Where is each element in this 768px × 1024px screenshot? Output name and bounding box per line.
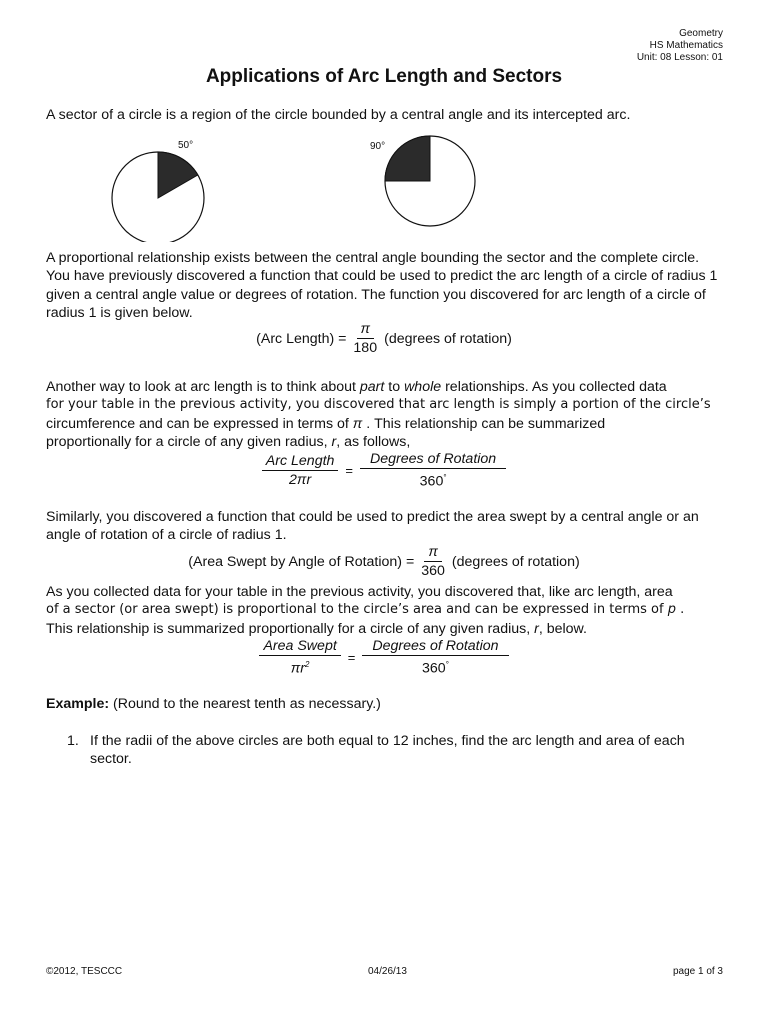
header-subject: HS Mathematics [649,40,723,51]
eq2-equals: = [345,462,354,478]
footer-copyright: ©2012, TESCCC [46,966,123,977]
eq2-right-fraction [360,450,506,491]
angle-label-90: 90° [370,141,386,152]
intro-paragraph: A sector of a circle is a region of the circle bounded by a central angle and its intercepted arc. [46,107,631,123]
footer-date: 04/26/13 [368,966,407,977]
circle-sector-50 [110,144,210,242]
eq1-left: (Arc Length) = [256,330,347,347]
eq3-numerator: π [424,543,442,562]
eq3-denominator: 360 [421,563,445,579]
para4-line3: This relationship is summarized proportionally for a circle of any given radius, r, below. [46,620,587,637]
example-label: Example: [46,696,110,712]
para4-line2: of a sector (or area swept) is proportional to the circle’s area and can be expressed in terms of p . [46,602,685,618]
eq2-left-numerator: Arc Length [262,452,339,471]
eq2-right-numerator: Degrees of Rotation [360,450,506,469]
question-1-number: 1. [67,733,79,749]
sector-figure-50 [110,138,210,242]
shaded-sector-90 [385,136,430,181]
eq2-left-fraction [262,452,339,489]
eq4-right-numerator: Degrees of Rotation [362,637,508,656]
circle-sector-90 [380,134,480,230]
question-1 [67,732,727,769]
footer-page-number: page 1 of 3 [672,966,723,977]
page-title: Applications of Arc Length and Sectors [205,66,563,87]
paragraph-sector-area [46,583,726,638]
eq4-left-denominator: $\pi r^2$ [290,660,310,677]
eq1-fraction [349,320,381,357]
eq4-right-fraction [362,637,508,678]
paragraph-area-swept: Similarly, you discovered a function that could be used to predict the area swept by a central angle or an angle of rotation of a circle of radius 1. [46,509,699,544]
para2-line4: proportionally for a circle of any given radius, r, as follows, [46,433,411,450]
eq3-right: (degrees of rotation) [451,553,580,570]
paragraph-part-whole [46,378,726,451]
example-instruction: (Round to the nearest tenth as necessary.) [109,696,381,712]
arc-length-proportion [0,450,768,491]
example-heading [46,695,726,713]
arc-length-equation [0,320,768,357]
eq4-right-denominator: 360° [422,660,449,677]
eq3-fraction [417,543,449,580]
area-swept-proportion [0,637,768,678]
eq1-numerator: π [357,320,375,339]
eq3-left: (Area Swept by Angle of Rotation) = [188,553,415,570]
eq2-right-denominator: 360° [419,473,447,490]
eq1-right: (degrees of rotation) [384,330,512,347]
question-1-text: If the radii of the above circles are both equal to 12 inches, find the arc length and area of each sector. [90,733,685,768]
document-header [637,28,723,64]
para4-line1: As you collected data for your table in the previous activity, you discovered that, like arc length, area [46,584,673,600]
header-course: Geometry [679,28,723,39]
eq4-equals: = [347,649,356,665]
header-unit-lesson: Unit: 08 Lesson: 01 [636,52,723,63]
angle-label-50: 50° [178,140,194,151]
paragraph-proportional-relationship: A proportional relationship exists between the central angle bounding the sector and the complete circle. You have previously discovered a function that could be used to predict the arc length of a circle of radius 1 given a central angle value or degrees of rotation. The function you discovered for arc length of a circle of radius 1 is given below. [46,250,718,321]
para2-line2: for your table in the previous activity, you discovered that arc length is simply a portion of the circle’s [46,397,711,413]
para2-line3: circumference and can be expressed in terms of π . This relationship can be summarized [46,415,606,432]
sector-figure-90 [370,138,480,234]
eq1-denominator: 180 [353,340,378,356]
eq4-left-numerator: Area Swept [259,637,340,656]
eq2-left-denominator: 2πr [289,471,312,488]
area-swept-equation [0,543,768,580]
para2-line1: Another way to look at arc length is to think about part to whole relationships. As you collected data [46,379,667,395]
eq4-left-fraction [259,637,340,678]
